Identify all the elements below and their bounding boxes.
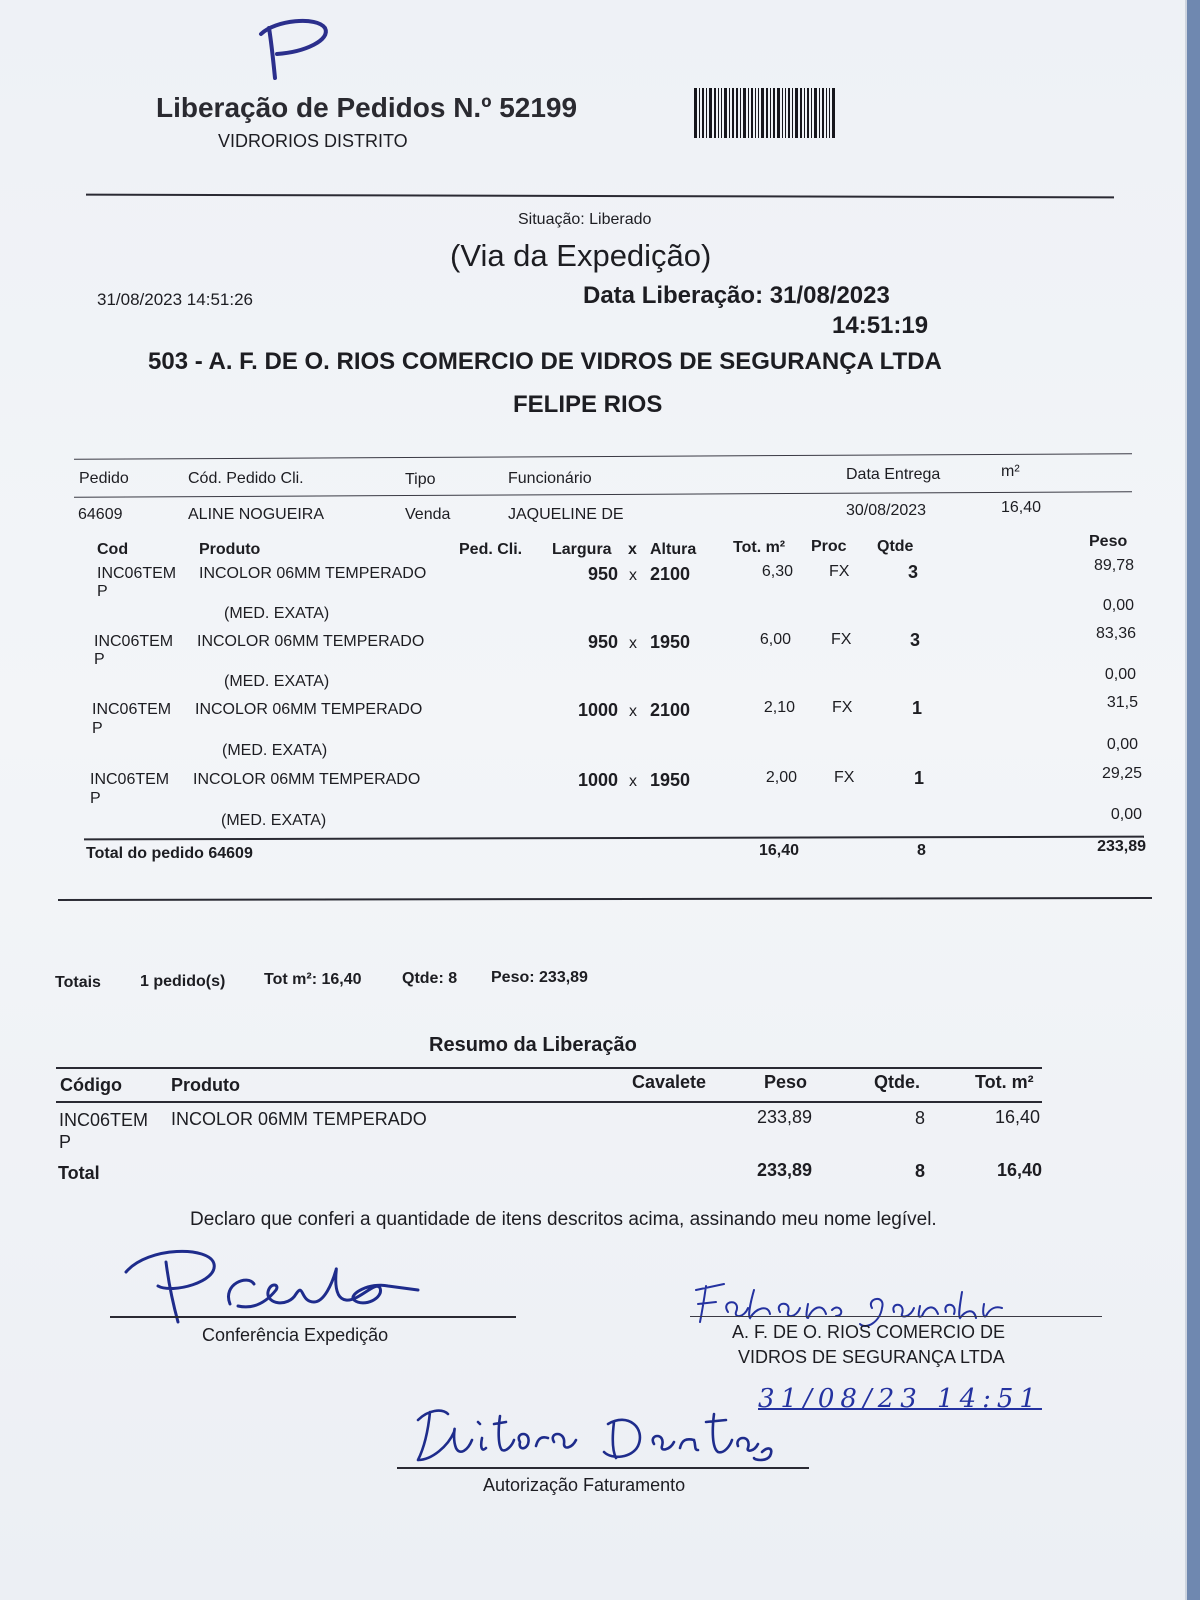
col-largura: Largura xyxy=(552,541,612,558)
resumo-qtde: 8 xyxy=(915,1108,926,1128)
signature-label-conferencia: Conferência Expedição xyxy=(202,1325,389,1345)
item-proc: FX xyxy=(832,699,853,716)
item-x: x xyxy=(629,567,637,584)
item-altura: 1950 xyxy=(650,632,691,652)
item-proc: FX xyxy=(834,769,855,786)
signature-autorizacao xyxy=(408,1402,778,1472)
printed-at: 31/08/2023 14:51:26 xyxy=(97,290,253,309)
declaration-text: Declaro que conferi a quantidade de itens descritos acima, assinando meu nome legível. xyxy=(190,1209,937,1230)
signature-label-cliente-2: VIDROS DE SEGURANÇA LTDA xyxy=(738,1347,1005,1367)
col-altura: Altura xyxy=(650,541,697,558)
item-qtde: 3 xyxy=(910,630,921,650)
barcode-bar xyxy=(743,88,746,138)
barcode-bar xyxy=(795,88,798,138)
barcode-bar xyxy=(724,88,727,138)
item-altura: 1950 xyxy=(650,770,691,790)
divider xyxy=(56,1101,1042,1103)
col-tot-m2: Tot. m² xyxy=(733,539,786,556)
label-tipo: Tipo xyxy=(405,471,436,488)
resumo-col-qtde: Qtde. xyxy=(874,1072,921,1092)
barcode-bar xyxy=(721,88,722,138)
item-x: x xyxy=(629,773,637,790)
totals-label: Totais xyxy=(55,974,101,991)
barcode-bar xyxy=(732,88,734,138)
divider xyxy=(84,836,1144,841)
col-peso: Peso xyxy=(1089,533,1128,550)
item-largura: 1000 xyxy=(577,700,618,720)
barcode-bar xyxy=(822,88,824,138)
resumo-cod-suffix: P xyxy=(59,1132,72,1152)
barcode-bar xyxy=(758,88,759,138)
resumo-tot-m2: 16,40 xyxy=(994,1107,1040,1127)
divider xyxy=(58,897,1152,901)
signature-cliente xyxy=(690,1278,1010,1328)
totals-pedidos: 1 pedido(s) xyxy=(140,973,226,990)
totals-m2: Tot m²: 16,40 xyxy=(264,971,362,988)
resumo-col-tot-m2: Tot. m² xyxy=(975,1072,1034,1092)
item-peso: 31,5 xyxy=(1106,694,1138,711)
divider xyxy=(74,453,1132,460)
hora-liberacao: 14:51:19 xyxy=(832,312,929,339)
item-produto: INCOLOR 06MM TEMPERADO xyxy=(199,565,427,582)
barcode-bar xyxy=(832,88,835,138)
signature-line xyxy=(110,1316,516,1318)
item-cod-suffix: P xyxy=(97,583,108,600)
barcode-bar xyxy=(782,88,783,138)
totals-peso: Peso: 233,89 xyxy=(491,969,588,986)
item-peso: 29,25 xyxy=(1101,765,1142,782)
barcode-bar xyxy=(792,88,793,138)
order-total-peso: 233,89 xyxy=(1097,838,1146,855)
client-name: 503 - A. F. DE O. RIOS COMERCIO DE VIDROS DE SEGURANÇA LTDA xyxy=(148,348,942,375)
item-produto: INCOLOR 06MM TEMPERADO xyxy=(193,771,421,788)
value-m2: 16,40 xyxy=(1001,499,1042,516)
signature-label-cliente-1: A. F. DE O. RIOS COMERCIO DE xyxy=(732,1322,1006,1342)
barcode-bar xyxy=(755,88,756,138)
item-tot-m2: 2,00 xyxy=(765,769,797,786)
resumo-col-peso: Peso xyxy=(764,1072,808,1092)
barcode-bar xyxy=(777,88,780,138)
label-data-entrega: Data Entrega xyxy=(846,466,941,483)
item-qtde: 3 xyxy=(908,562,919,582)
resumo-total-tot-m2: 16,40 xyxy=(996,1160,1042,1180)
situacao: Situação: Liberado xyxy=(518,211,652,228)
barcode-bar xyxy=(766,88,768,138)
label-funcionario: Funcionário xyxy=(508,470,592,487)
signature-line xyxy=(690,1316,1102,1317)
col-cod: Cod xyxy=(97,541,129,558)
item-x: x xyxy=(629,703,637,720)
col-proc: Proc xyxy=(811,538,847,555)
barcode-bar xyxy=(699,88,700,138)
item-produto: INCOLOR 06MM TEMPERADO xyxy=(195,701,423,718)
col-qtde: Qtde xyxy=(877,538,914,555)
item-qtde: 1 xyxy=(914,768,925,788)
divider xyxy=(56,1067,1042,1069)
value-funcionario: JAQUELINE DE xyxy=(508,506,624,523)
via-label: (Via da Expedição) xyxy=(450,238,712,273)
order-total-qtde: 8 xyxy=(917,842,926,859)
item-tot-m2: 6,00 xyxy=(759,631,791,648)
barcode-bar xyxy=(773,88,775,138)
barcode-bar xyxy=(800,88,802,138)
item-obs: (MED. EXATA) xyxy=(222,742,328,759)
barcode-bar xyxy=(709,88,712,138)
item-peso: 89,78 xyxy=(1093,557,1134,574)
barcode-bar xyxy=(785,88,786,138)
barcode-bar xyxy=(706,88,707,138)
divider xyxy=(74,491,1132,498)
label-cod-pedido-cli: Cód. Pedido Cli. xyxy=(188,470,304,487)
item-peso: 83,36 xyxy=(1095,625,1136,642)
barcode-bar xyxy=(761,88,764,138)
resumo-peso: 233,89 xyxy=(756,1107,812,1127)
signature-label-autorizacao: Autorização Faturamento xyxy=(483,1475,686,1495)
resumo-cod: INC06TEM xyxy=(59,1110,149,1130)
item-largura: 950 xyxy=(587,564,618,584)
document-title: Liberação de Pedidos N.º 52199 xyxy=(156,92,578,123)
item-qtde: 1 xyxy=(912,698,923,718)
handwritten-mark xyxy=(255,18,335,82)
data-liberacao: Data Liberação: 31/08/2023 xyxy=(583,282,890,309)
item-cod: INC06TEM xyxy=(97,565,177,582)
barcode xyxy=(694,88,874,138)
barcode-bar xyxy=(729,88,730,138)
divider xyxy=(86,194,1114,199)
item-obs: (MED. EXATA) xyxy=(224,605,330,622)
barcode-bar xyxy=(748,88,749,138)
resumo-col-cavalete: Cavalete xyxy=(632,1072,707,1092)
barcode-bar xyxy=(819,88,820,138)
value-data-entrega: 30/08/2023 xyxy=(846,502,927,519)
label-pedido: Pedido xyxy=(79,470,129,487)
item-peso-obs: 0,00 xyxy=(1106,736,1138,753)
barcode-bar xyxy=(718,88,719,138)
value-tipo: Venda xyxy=(405,506,451,523)
item-obs: (MED. EXATA) xyxy=(221,812,327,829)
item-produto: INCOLOR 06MM TEMPERADO xyxy=(197,633,425,650)
col-produto: Produto xyxy=(199,541,261,558)
item-obs: (MED. EXATA) xyxy=(224,673,330,690)
item-x: x xyxy=(629,635,637,652)
resumo-total-qtde: 8 xyxy=(915,1161,926,1181)
barcode-bar xyxy=(694,88,697,138)
barcode-bar xyxy=(826,88,827,138)
col-x: x xyxy=(628,541,637,558)
client-contact: FELIPE RIOS xyxy=(513,391,663,418)
barcode-bar xyxy=(788,88,790,138)
item-peso-obs: 0,00 xyxy=(1110,806,1142,823)
resumo-col-produto: Produto xyxy=(171,1075,240,1095)
signature-conferencia xyxy=(118,1244,428,1324)
item-largura: 1000 xyxy=(577,770,618,790)
barcode-bar xyxy=(714,88,716,138)
barcode-bar xyxy=(814,88,817,138)
item-cod: INC06TEM xyxy=(92,701,172,718)
item-altura: 2100 xyxy=(650,700,691,720)
order-total-label: Total do pedido 64609 xyxy=(86,845,253,862)
item-largura: 950 xyxy=(587,632,618,652)
item-altura: 2100 xyxy=(650,564,691,584)
barcode-bar xyxy=(751,88,753,138)
order-total-m2: 16,40 xyxy=(758,842,799,859)
barcode-bar xyxy=(770,88,771,138)
resumo-total-peso: 233,89 xyxy=(756,1160,812,1180)
label-m2: m² xyxy=(1001,463,1020,480)
value-cod-pedido-cli: ALINE NOGUEIRA xyxy=(188,506,325,523)
barcode-bar xyxy=(811,88,812,138)
resumo-col-codigo: Código xyxy=(60,1075,122,1095)
barcode-bar xyxy=(736,88,738,138)
signature-line xyxy=(397,1467,809,1469)
item-cod-suffix: P xyxy=(92,720,103,737)
item-peso-obs: 0,00 xyxy=(1102,597,1134,614)
value-pedido: 64609 xyxy=(78,506,123,523)
barcode-bar xyxy=(807,88,809,138)
item-peso-obs: 0,00 xyxy=(1104,666,1136,683)
item-cod-suffix: P xyxy=(90,790,101,807)
item-cod: INC06TEM xyxy=(90,771,170,788)
barcode-bar xyxy=(829,88,830,138)
resumo-produto: INCOLOR 06MM TEMPERADO xyxy=(171,1109,427,1129)
col-ped-cli: Ped. Cli. xyxy=(459,541,523,558)
item-tot-m2: 2,10 xyxy=(763,699,795,716)
barcode-bar xyxy=(740,88,741,138)
handwritten-date: 31/08/23 14:51 xyxy=(758,1384,1042,1414)
item-proc: FX xyxy=(829,563,850,580)
item-cod: INC06TEM xyxy=(94,633,174,650)
item-tot-m2: 6,30 xyxy=(761,563,793,580)
resumo-total-label: Total xyxy=(58,1163,100,1183)
barcode-bar xyxy=(804,88,805,138)
item-proc: FX xyxy=(831,631,852,648)
totals-qtde: Qtde: 8 xyxy=(402,970,458,987)
item-cod-suffix: P xyxy=(94,651,105,668)
company-name: VIDRORIOS DISTRITO xyxy=(218,131,408,151)
resumo-title: Resumo da Liberação xyxy=(429,1034,637,1056)
barcode-bar xyxy=(702,88,704,138)
